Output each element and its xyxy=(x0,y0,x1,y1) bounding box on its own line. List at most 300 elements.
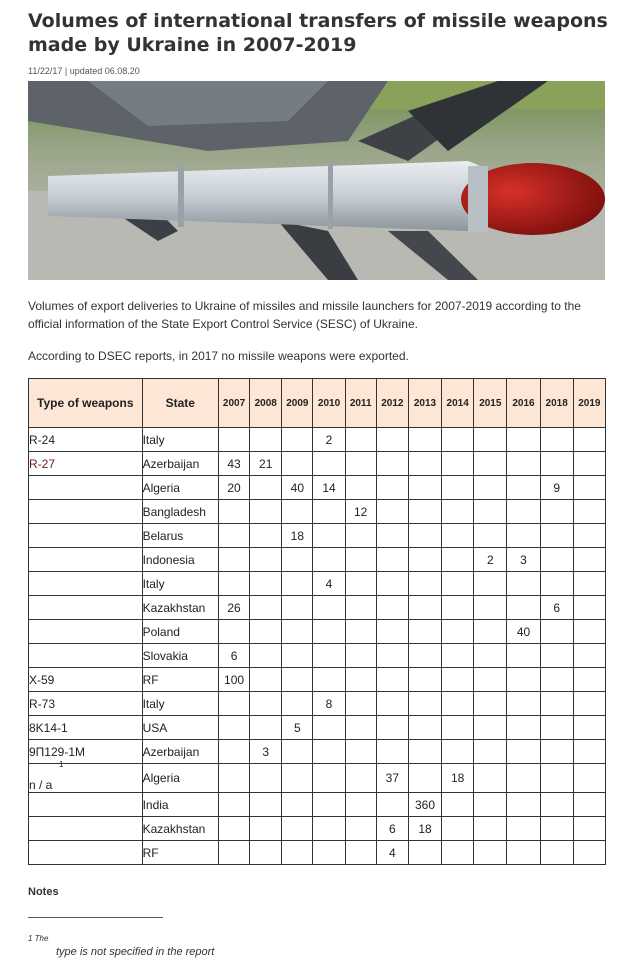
value-cell xyxy=(474,428,507,452)
weapon-cell xyxy=(29,668,143,692)
transfers-table xyxy=(28,378,606,865)
value-cell xyxy=(540,428,573,452)
value-cell xyxy=(507,644,540,668)
value-cell xyxy=(218,740,249,764)
value-cell xyxy=(282,620,313,644)
value-cell xyxy=(507,428,540,452)
value-cell xyxy=(540,692,573,716)
value-cell xyxy=(250,644,282,668)
value-cell xyxy=(282,668,313,692)
value-cell xyxy=(573,596,605,620)
weapon-label: X-59 xyxy=(29,672,55,687)
value-cell xyxy=(250,548,282,572)
weapon-label: 8K14-1 xyxy=(29,720,68,735)
value-cell xyxy=(408,692,441,716)
value-cell xyxy=(507,692,540,716)
value-cell xyxy=(250,572,282,596)
weapon-cell xyxy=(29,620,143,644)
table-row xyxy=(29,428,606,452)
value-cell xyxy=(408,644,441,668)
value-cell xyxy=(540,524,573,548)
value-cell xyxy=(573,644,605,668)
header-year: 2009 xyxy=(282,379,313,428)
value-cell xyxy=(313,817,345,841)
value-cell xyxy=(474,620,507,644)
table-row xyxy=(29,764,606,793)
weapon-cell xyxy=(29,548,143,572)
value-cell xyxy=(218,500,249,524)
table-row xyxy=(29,692,606,716)
value-cell xyxy=(540,644,573,668)
value-cell xyxy=(313,793,345,817)
value-cell xyxy=(250,596,282,620)
intro-paragraph: Volumes of export deliveries to Ukraine of missiles and missile launchers for 2007-2019 according to the official information of the State Export Control Service (SESC) of Ukraine. xyxy=(28,299,581,331)
value-cell xyxy=(408,841,441,865)
value-cell xyxy=(540,841,573,865)
value-cell: 2 xyxy=(313,428,345,452)
value-cell xyxy=(540,620,573,644)
footnote-number: 1 The xyxy=(28,934,49,943)
state-cell: RF xyxy=(142,841,218,865)
weapon-cell xyxy=(29,793,143,817)
value-cell xyxy=(282,500,313,524)
weapon-cell xyxy=(29,716,143,740)
value-cell: 37 xyxy=(376,764,408,793)
weapon-cell xyxy=(29,760,143,793)
value-cell xyxy=(345,644,376,668)
value-cell xyxy=(540,500,573,524)
header-weapon: Type of weapons xyxy=(29,379,143,428)
weapon-cell xyxy=(29,452,143,476)
value-cell xyxy=(345,793,376,817)
value-cell xyxy=(250,524,282,548)
table-row xyxy=(29,740,606,764)
value-cell xyxy=(376,548,408,572)
value-cell xyxy=(507,817,540,841)
page-title: Volumes of international transfers of missile weapons made by Ukraine in 2007-2019 xyxy=(28,10,608,56)
value-cell xyxy=(250,692,282,716)
value-cell xyxy=(573,668,605,692)
value-cell xyxy=(474,793,507,817)
state-cell: USA xyxy=(142,716,218,740)
value-cell xyxy=(376,476,408,500)
table-row xyxy=(29,841,606,865)
header-year: 2014 xyxy=(442,379,474,428)
table-row xyxy=(29,548,606,572)
value-cell xyxy=(408,740,441,764)
value-cell xyxy=(442,548,474,572)
value-cell: 40 xyxy=(282,476,313,500)
value-cell xyxy=(507,841,540,865)
value-cell xyxy=(282,596,313,620)
value-cell xyxy=(442,793,474,817)
value-cell xyxy=(218,524,249,548)
value-cell xyxy=(474,668,507,692)
value-cell xyxy=(474,572,507,596)
value-cell xyxy=(573,524,605,548)
weapon-cell xyxy=(29,476,143,500)
value-cell xyxy=(218,428,249,452)
value-cell xyxy=(376,452,408,476)
table-row xyxy=(29,524,606,548)
value-cell xyxy=(442,740,474,764)
value-cell xyxy=(442,692,474,716)
header-year: 2016 xyxy=(507,379,540,428)
value-cell xyxy=(250,668,282,692)
value-cell xyxy=(313,740,345,764)
value-cell xyxy=(507,740,540,764)
value-cell xyxy=(408,596,441,620)
value-cell xyxy=(540,452,573,476)
value-cell xyxy=(376,740,408,764)
value-cell xyxy=(250,500,282,524)
value-cell xyxy=(474,692,507,716)
value-cell xyxy=(442,620,474,644)
state-cell: Kazakhstan xyxy=(142,817,218,841)
header-state: State xyxy=(142,379,218,428)
value-cell xyxy=(376,644,408,668)
value-cell xyxy=(507,476,540,500)
value-cell xyxy=(442,476,474,500)
value-cell xyxy=(442,500,474,524)
state-cell: Slovakia xyxy=(142,644,218,668)
value-cell: 8 xyxy=(313,692,345,716)
value-cell xyxy=(250,620,282,644)
value-cell xyxy=(442,524,474,548)
value-cell xyxy=(442,596,474,620)
value-cell xyxy=(282,548,313,572)
value-cell xyxy=(376,716,408,740)
value-cell xyxy=(376,793,408,817)
table-header-row xyxy=(29,379,606,428)
value-cell xyxy=(507,524,540,548)
value-cell xyxy=(345,452,376,476)
value-cell xyxy=(376,500,408,524)
weapon-cell xyxy=(29,644,143,668)
value-cell xyxy=(442,428,474,452)
value-cell xyxy=(313,548,345,572)
note-2017: According to DSEC reports, in 2017 no missile weapons were exported. xyxy=(28,349,409,363)
header-year: 2012 xyxy=(376,379,408,428)
value-cell xyxy=(474,500,507,524)
value-cell: 26 xyxy=(218,596,249,620)
value-cell: 18 xyxy=(442,764,474,793)
state-cell: Italy xyxy=(142,428,218,452)
value-cell: 6 xyxy=(540,596,573,620)
value-cell xyxy=(540,572,573,596)
value-cell xyxy=(507,764,540,793)
value-cell xyxy=(408,668,441,692)
value-cell: 18 xyxy=(282,524,313,548)
value-cell xyxy=(282,841,313,865)
value-cell xyxy=(540,740,573,764)
header-year: 2019 xyxy=(573,379,605,428)
state-cell: Indonesia xyxy=(142,548,218,572)
value-cell: 3 xyxy=(507,548,540,572)
value-cell xyxy=(573,572,605,596)
value-cell xyxy=(345,716,376,740)
state-cell: RF xyxy=(142,668,218,692)
value-cell xyxy=(474,644,507,668)
value-cell xyxy=(250,428,282,452)
value-cell xyxy=(474,740,507,764)
value-cell xyxy=(507,793,540,817)
value-cell xyxy=(474,452,507,476)
weapon-cell xyxy=(29,428,143,452)
value-cell xyxy=(573,692,605,716)
value-cell xyxy=(540,764,573,793)
table-row xyxy=(29,644,606,668)
value-cell xyxy=(573,817,605,841)
value-cell: 43 xyxy=(218,452,249,476)
value-cell xyxy=(507,452,540,476)
value-cell xyxy=(282,764,313,793)
value-cell xyxy=(313,644,345,668)
table-row xyxy=(29,572,606,596)
header-year: 2011 xyxy=(345,379,376,428)
state-cell: Algeria xyxy=(142,764,218,793)
table-row xyxy=(29,620,606,644)
value-cell: 2 xyxy=(474,548,507,572)
notes-divider xyxy=(28,917,163,918)
value-cell xyxy=(218,692,249,716)
value-cell xyxy=(218,793,249,817)
value-cell xyxy=(474,764,507,793)
value-cell xyxy=(540,817,573,841)
value-cell xyxy=(345,548,376,572)
value-cell xyxy=(250,764,282,793)
value-cell: 5 xyxy=(282,716,313,740)
value-cell xyxy=(507,572,540,596)
value-cell xyxy=(218,817,249,841)
value-cell xyxy=(474,716,507,740)
weapon-cell xyxy=(29,500,143,524)
value-cell xyxy=(345,668,376,692)
value-cell xyxy=(573,452,605,476)
value-cell xyxy=(313,668,345,692)
value-cell xyxy=(507,596,540,620)
value-cell xyxy=(507,716,540,740)
value-cell xyxy=(282,644,313,668)
value-cell: 6 xyxy=(376,817,408,841)
value-cell xyxy=(218,764,249,793)
value-cell xyxy=(282,692,313,716)
value-cell xyxy=(313,841,345,865)
value-cell xyxy=(507,668,540,692)
value-cell xyxy=(376,692,408,716)
table-row xyxy=(29,452,606,476)
state-cell: Kazakhstan xyxy=(142,596,218,620)
value-cell xyxy=(573,764,605,793)
state-cell: Azerbaijan xyxy=(142,740,218,764)
weapon-cell xyxy=(29,841,143,865)
table-row xyxy=(29,500,606,524)
value-cell xyxy=(408,428,441,452)
weapon-label: R-24 xyxy=(29,432,56,447)
weapon-cell xyxy=(29,740,143,764)
value-cell xyxy=(507,500,540,524)
state-cell: Belarus xyxy=(142,524,218,548)
value-cell xyxy=(408,548,441,572)
value-cell xyxy=(376,428,408,452)
weapon-label[interactable]: R-27 xyxy=(29,456,56,471)
state-cell: Italy xyxy=(142,692,218,716)
value-cell xyxy=(442,572,474,596)
value-cell xyxy=(345,620,376,644)
value-cell xyxy=(573,740,605,764)
value-cell xyxy=(474,596,507,620)
value-cell xyxy=(540,793,573,817)
weapon-cell xyxy=(29,817,143,841)
value-cell xyxy=(442,716,474,740)
value-cell xyxy=(442,644,474,668)
hero-image-missile xyxy=(28,81,605,280)
value-cell xyxy=(408,452,441,476)
notes-title: Notes xyxy=(28,886,59,898)
value-cell: 40 xyxy=(507,620,540,644)
header-year: 2013 xyxy=(408,379,441,428)
value-cell xyxy=(313,764,345,793)
value-cell xyxy=(218,620,249,644)
table-row xyxy=(29,793,606,817)
footnote-marker: 1 xyxy=(59,760,64,769)
value-cell: 100 xyxy=(218,668,249,692)
value-cell xyxy=(408,524,441,548)
header-year: 2015 xyxy=(474,379,507,428)
value-cell xyxy=(282,452,313,476)
header-year: 2008 xyxy=(250,379,282,428)
value-cell xyxy=(250,817,282,841)
value-cell xyxy=(540,668,573,692)
value-cell xyxy=(218,841,249,865)
value-cell xyxy=(376,572,408,596)
value-cell xyxy=(345,428,376,452)
value-cell: 20 xyxy=(218,476,249,500)
state-cell: Algeria xyxy=(142,476,218,500)
value-cell xyxy=(250,716,282,740)
value-cell xyxy=(282,817,313,841)
value-cell xyxy=(376,620,408,644)
value-cell: 12 xyxy=(345,500,376,524)
value-cell xyxy=(408,716,441,740)
value-cell xyxy=(474,841,507,865)
value-cell xyxy=(250,476,282,500)
value-cell: 6 xyxy=(218,644,249,668)
value-cell xyxy=(442,841,474,865)
state-cell: India xyxy=(142,793,218,817)
table-row xyxy=(29,817,606,841)
value-cell xyxy=(573,620,605,644)
value-cell xyxy=(442,668,474,692)
value-cell xyxy=(345,692,376,716)
value-cell xyxy=(345,764,376,793)
weapon-label: R-73 xyxy=(29,696,56,711)
value-cell xyxy=(313,716,345,740)
value-cell: 360 xyxy=(408,793,441,817)
weapon-cell xyxy=(29,524,143,548)
value-cell xyxy=(408,764,441,793)
value-cell xyxy=(345,740,376,764)
value-cell xyxy=(250,793,282,817)
state-cell: Italy xyxy=(142,572,218,596)
header-year: 2007 xyxy=(218,379,249,428)
value-cell xyxy=(345,817,376,841)
value-cell xyxy=(218,548,249,572)
table-row xyxy=(29,476,606,500)
value-cell xyxy=(345,476,376,500)
value-cell xyxy=(474,524,507,548)
value-cell xyxy=(408,500,441,524)
value-cell xyxy=(313,452,345,476)
table-row xyxy=(29,716,606,740)
value-cell xyxy=(540,716,573,740)
value-cell xyxy=(282,793,313,817)
value-cell xyxy=(573,428,605,452)
weapon-label: n / a xyxy=(29,778,53,792)
state-cell: Bangladesh xyxy=(142,500,218,524)
value-cell xyxy=(313,596,345,620)
value-cell xyxy=(573,500,605,524)
weapon-label: 9П129-1M xyxy=(29,744,85,759)
value-cell xyxy=(376,596,408,620)
value-cell xyxy=(408,476,441,500)
value-cell: 4 xyxy=(313,572,345,596)
value-cell xyxy=(474,476,507,500)
footnote-text: type is not specified in the report xyxy=(56,946,215,958)
value-cell: 21 xyxy=(250,452,282,476)
value-cell xyxy=(250,841,282,865)
state-cell: Poland xyxy=(142,620,218,644)
state-cell: Azerbaijan xyxy=(142,452,218,476)
value-cell xyxy=(376,524,408,548)
header-year: 2010 xyxy=(313,379,345,428)
header-year: 2018 xyxy=(540,379,573,428)
value-cell: 18 xyxy=(408,817,441,841)
value-cell xyxy=(313,524,345,548)
value-cell: 3 xyxy=(250,740,282,764)
value-cell xyxy=(282,428,313,452)
value-cell xyxy=(573,841,605,865)
value-cell xyxy=(442,452,474,476)
value-cell xyxy=(408,620,441,644)
value-cell: 9 xyxy=(540,476,573,500)
table-row xyxy=(29,596,606,620)
value-cell xyxy=(408,572,441,596)
value-cell xyxy=(573,793,605,817)
value-cell xyxy=(540,548,573,572)
value-cell xyxy=(474,817,507,841)
value-cell xyxy=(282,572,313,596)
value-cell: 4 xyxy=(376,841,408,865)
value-cell xyxy=(345,841,376,865)
publish-date: 11/22/17 | updated 06.08.20 xyxy=(28,66,140,76)
value-cell xyxy=(573,476,605,500)
weapon-cell xyxy=(29,572,143,596)
value-cell xyxy=(218,572,249,596)
value-cell xyxy=(313,620,345,644)
weapon-cell xyxy=(29,596,143,620)
value-cell xyxy=(313,500,345,524)
value-cell xyxy=(573,716,605,740)
value-cell xyxy=(573,548,605,572)
value-cell xyxy=(442,817,474,841)
value-cell xyxy=(282,740,313,764)
value-cell: 14 xyxy=(313,476,345,500)
weapon-cell xyxy=(29,692,143,716)
value-cell xyxy=(345,524,376,548)
table-row xyxy=(29,668,606,692)
value-cell xyxy=(218,716,249,740)
